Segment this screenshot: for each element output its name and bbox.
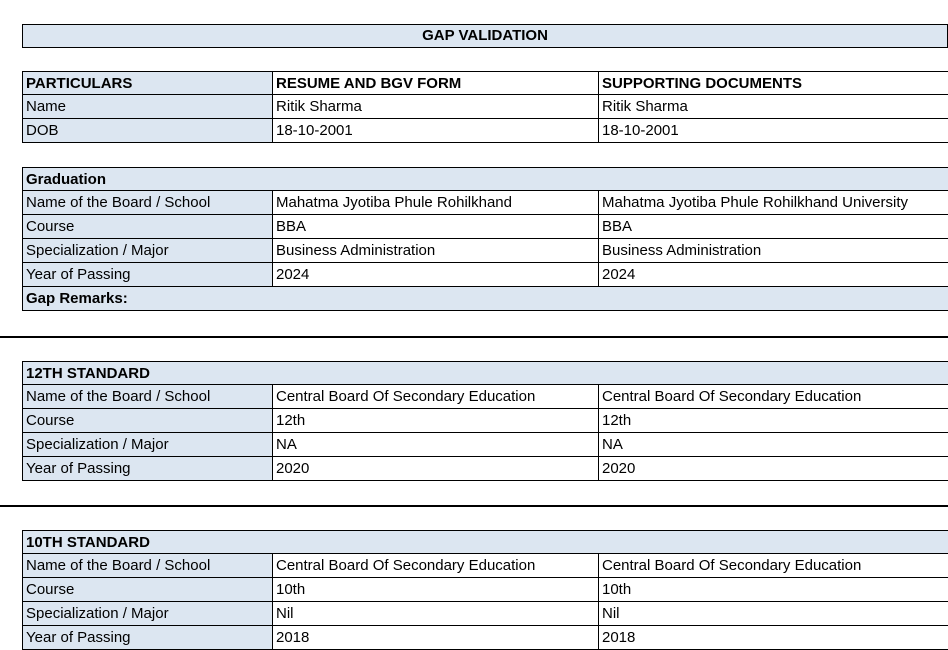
supporting-value[interactable]: Business Administration bbox=[602, 242, 762, 259]
supporting-value[interactable]: BBA bbox=[602, 218, 633, 235]
table-row bbox=[22, 191, 948, 215]
resume-value[interactable]: 18-10-2001 bbox=[273, 119, 599, 142]
row-label[interactable]: Specialization / Major bbox=[23, 602, 273, 625]
supporting-value[interactable]: 2018 bbox=[602, 629, 636, 646]
row-label[interactable]: Year of Passing bbox=[23, 626, 273, 649]
row-label[interactable]: Specialization / Major bbox=[23, 239, 273, 262]
supporting-value[interactable]: 12th bbox=[602, 412, 632, 429]
title-band bbox=[22, 24, 948, 48]
table-row bbox=[22, 554, 948, 578]
resume-value[interactable]: Central Board Of Secondary Education bbox=[273, 554, 599, 577]
resume-value[interactable]: Business Administration bbox=[273, 239, 599, 262]
resume-value[interactable]: 2024 bbox=[273, 263, 599, 286]
row-label[interactable]: Name bbox=[23, 95, 273, 118]
row-label[interactable]: Course bbox=[23, 578, 273, 601]
row-label[interactable]: Name of the Board / School bbox=[23, 385, 273, 408]
supporting-value[interactable]: Nil bbox=[602, 605, 620, 622]
supporting-value[interactable]: 10th bbox=[602, 581, 632, 598]
row-label[interactable]: Name of the Board / School bbox=[23, 554, 273, 577]
header-resume[interactable]: RESUME AND BGV FORM bbox=[273, 72, 599, 94]
resume-value[interactable]: 10th bbox=[273, 578, 599, 601]
row-label[interactable]: Course bbox=[23, 215, 273, 238]
supporting-value[interactable]: Ritik Sharma bbox=[602, 98, 688, 115]
twelfth-heading-row bbox=[22, 361, 948, 385]
header-supporting[interactable]: SUPPORTING DOCUMENTS bbox=[599, 72, 948, 94]
row-label[interactable]: Specialization / Major bbox=[23, 433, 273, 456]
table-row bbox=[22, 578, 948, 602]
section-heading[interactable]: 12TH STANDARD bbox=[23, 362, 948, 384]
table-row bbox=[22, 239, 948, 263]
tenth-heading-row bbox=[22, 530, 948, 554]
dob-row bbox=[22, 119, 948, 143]
supporting-value[interactable]: Central Board Of Secondary Education bbox=[602, 557, 862, 574]
row-label[interactable]: Year of Passing bbox=[23, 263, 273, 286]
gap-remarks-label[interactable]: Gap Remarks: bbox=[23, 287, 948, 310]
resume-value[interactable]: 2018 bbox=[273, 626, 599, 649]
name-row bbox=[22, 95, 948, 119]
section-divider bbox=[0, 505, 948, 507]
resume-value[interactable]: Nil bbox=[273, 602, 599, 625]
table-row bbox=[22, 626, 948, 650]
resume-value[interactable]: Central Board Of Secondary Education bbox=[273, 385, 599, 408]
table-row bbox=[22, 457, 948, 481]
section-heading[interactable]: 10TH STANDARD bbox=[23, 531, 948, 553]
table-row bbox=[22, 409, 948, 433]
resume-value[interactable]: Ritik Sharma bbox=[273, 95, 599, 118]
supporting-value[interactable]: 18-10-2001 bbox=[602, 122, 679, 139]
section-divider bbox=[0, 336, 948, 338]
supporting-value[interactable]: NA bbox=[602, 436, 623, 453]
supporting-value[interactable]: Mahatma Jyotiba Phule Rohilkhand University bbox=[602, 194, 908, 211]
resume-value[interactable]: NA bbox=[273, 433, 599, 456]
section-heading[interactable]: Graduation bbox=[23, 168, 948, 190]
resume-value[interactable]: 12th bbox=[273, 409, 599, 432]
table-row bbox=[22, 385, 948, 409]
row-label[interactable]: Name of the Board / School bbox=[23, 191, 273, 214]
table-row bbox=[22, 602, 948, 626]
table-row bbox=[22, 215, 948, 239]
row-label[interactable]: DOB bbox=[23, 119, 273, 142]
header-particulars[interactable]: PARTICULARS bbox=[23, 72, 273, 94]
page-title: GAP VALIDATION bbox=[422, 27, 548, 44]
table-row bbox=[22, 433, 948, 457]
supporting-value[interactable]: 2020 bbox=[602, 460, 636, 477]
graduation-heading-row bbox=[22, 167, 948, 191]
resume-value[interactable]: 2020 bbox=[273, 457, 599, 480]
header-row bbox=[22, 71, 948, 95]
resume-value[interactable]: BBA bbox=[273, 215, 599, 238]
row-label[interactable]: Course bbox=[23, 409, 273, 432]
supporting-value[interactable]: Central Board Of Secondary Education bbox=[602, 388, 862, 405]
table-row bbox=[22, 263, 948, 287]
resume-value[interactable]: Mahatma Jyotiba Phule Rohilkhand bbox=[273, 191, 599, 214]
row-label[interactable]: Year of Passing bbox=[23, 457, 273, 480]
supporting-value[interactable]: 2024 bbox=[602, 266, 636, 283]
gap-remarks-row bbox=[22, 287, 948, 311]
